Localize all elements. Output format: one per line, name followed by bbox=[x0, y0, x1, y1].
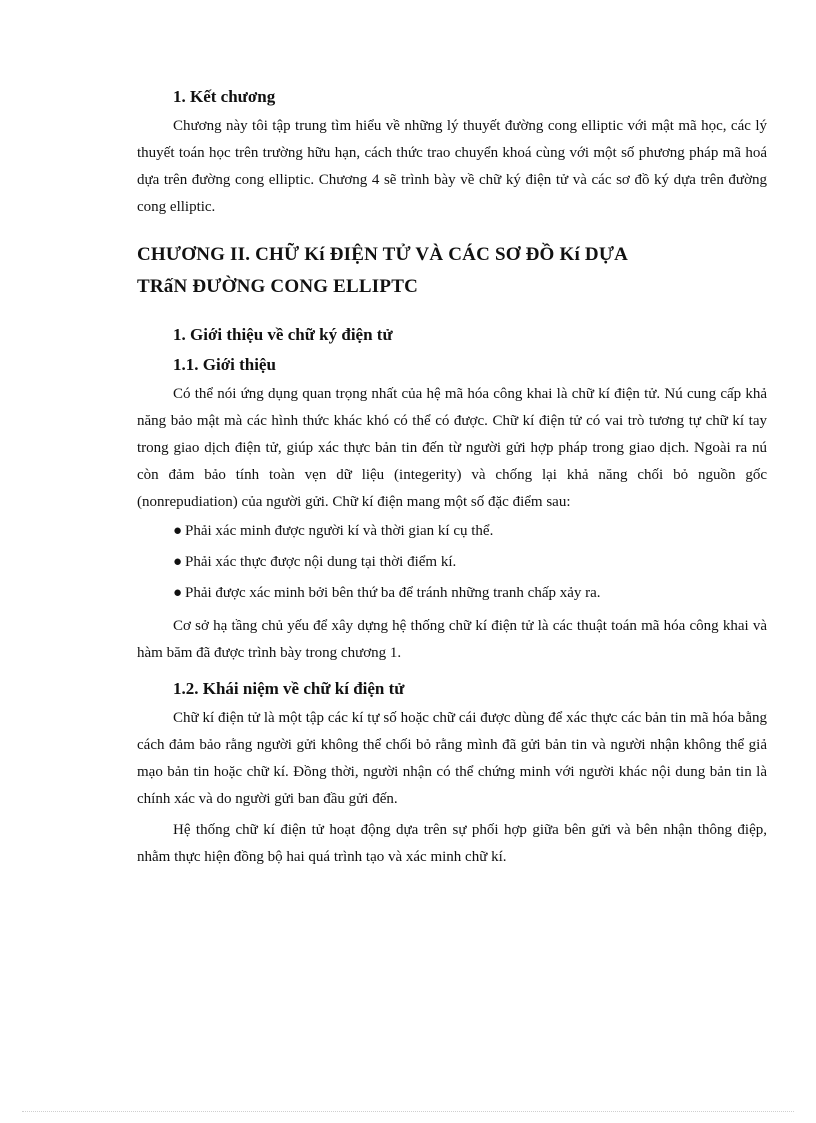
concept-paragraph-1: Chữ kí điện tử là một tập các kí tự số hoặc chữ cái được dùng để xác thực các bản tin mã hóa bằng cách đảm bảo rằng người gửi không thể chối bỏ rằng mình đã gửi bản tin và người nhận không thể giả mạo bản tin hoặc chữ kí. Đồng thời, người nhận có thể chứng minh với người khác nội dung bản tin là chính xác và do người gửi ban đầu gửi đến. bbox=[137, 710, 767, 807]
concept-paragraph-2: Hệ thống chữ kí điện tử hoạt động dựa trên sự phối hợp giữa bên gửi và bên nhận thông điệp, nhằm thực hiện đồng bộ hai quá trình tạo và xác minh chữ kí. bbox=[137, 822, 767, 865]
subsection-heading-1-1: 1.1. Giới thiệu bbox=[173, 355, 276, 374]
list-item bbox=[137, 516, 767, 547]
bullet-icon: ● bbox=[173, 523, 183, 539]
list-item-text: Phải xác thực được nội dung tại thời điểm kí. bbox=[185, 554, 457, 570]
infrastructure-paragraph: Cơ sở hạ tầng chủ yếu để xây dựng hệ thống chữ kí điện tử là các thuật toán mã hóa công khai và hàm băm đã được trình bày trong chương 1. bbox=[137, 618, 767, 661]
chapter-title-line-2: TRấN ĐƯỜNG CONG ELLIPTC bbox=[137, 276, 418, 297]
bullet-icon: ● bbox=[173, 554, 183, 570]
list-item bbox=[137, 547, 767, 578]
chapter-title-line-1: CHƯƠNG II. CHỮ Kí ĐIỆN TỬ VÀ CÁC SƠ ĐỒ Kí DỰA bbox=[137, 244, 629, 265]
section-heading-gioi-thieu: 1. Giới thiệu về chữ ký điện tử bbox=[173, 325, 393, 344]
section-heading-ket-chuong: 1. Kết chương bbox=[173, 87, 276, 106]
summary-paragraph: Chương này tôi tập trung tìm hiểu về những lý thuyết đường cong elliptic với mật mã học, các lý thuyết toán học trên trường hữu hạn, cách thức trao chuyển khoá cùng với một số phương pháp mã hoá dựa trên đường cong elliptic. Chương 4 sẽ trình bày về chữ ký điện tử và các sơ đồ ký dựa trên đường cong elliptic. bbox=[137, 118, 767, 215]
subsection-heading-1-2: 1.2. Khái niệm về chữ kí điện tử bbox=[173, 679, 405, 698]
feature-list bbox=[137, 516, 767, 609]
bullet-icon: ● bbox=[173, 585, 183, 601]
list-item bbox=[137, 578, 767, 609]
chapter-title bbox=[137, 239, 767, 303]
intro-paragraph: Có thể nói ứng dụng quan trọng nhất của hệ mã hóa công khai là chữ kí điện tử. Nú cung cấp khả năng bảo mật mà các hình thức khác khó có thể có được. Chữ kí điện tử có vai trò tương tự chữ kí tay trong giao dịch điện tử, giúp xác thực bản tin đến từ người gửi hợp pháp trong giao dịch. Ngoài ra nú còn đảm bảo tính toàn vẹn dữ liệu (integerity) và chống lại khả năng chối bỏ nguồn gốc (nonrepudiation) của người gửi. Chữ kí điện mang một số đặc điểm sau: bbox=[137, 386, 767, 510]
list-item-text: Phải xác minh được người kí và thời gian kí cụ thể. bbox=[185, 523, 494, 539]
page-bottom-divider bbox=[22, 1111, 794, 1112]
list-item-text: Phải được xác minh bởi bên thứ ba để tránh những tranh chấp xảy ra. bbox=[185, 585, 601, 601]
page-content bbox=[137, 85, 767, 871]
